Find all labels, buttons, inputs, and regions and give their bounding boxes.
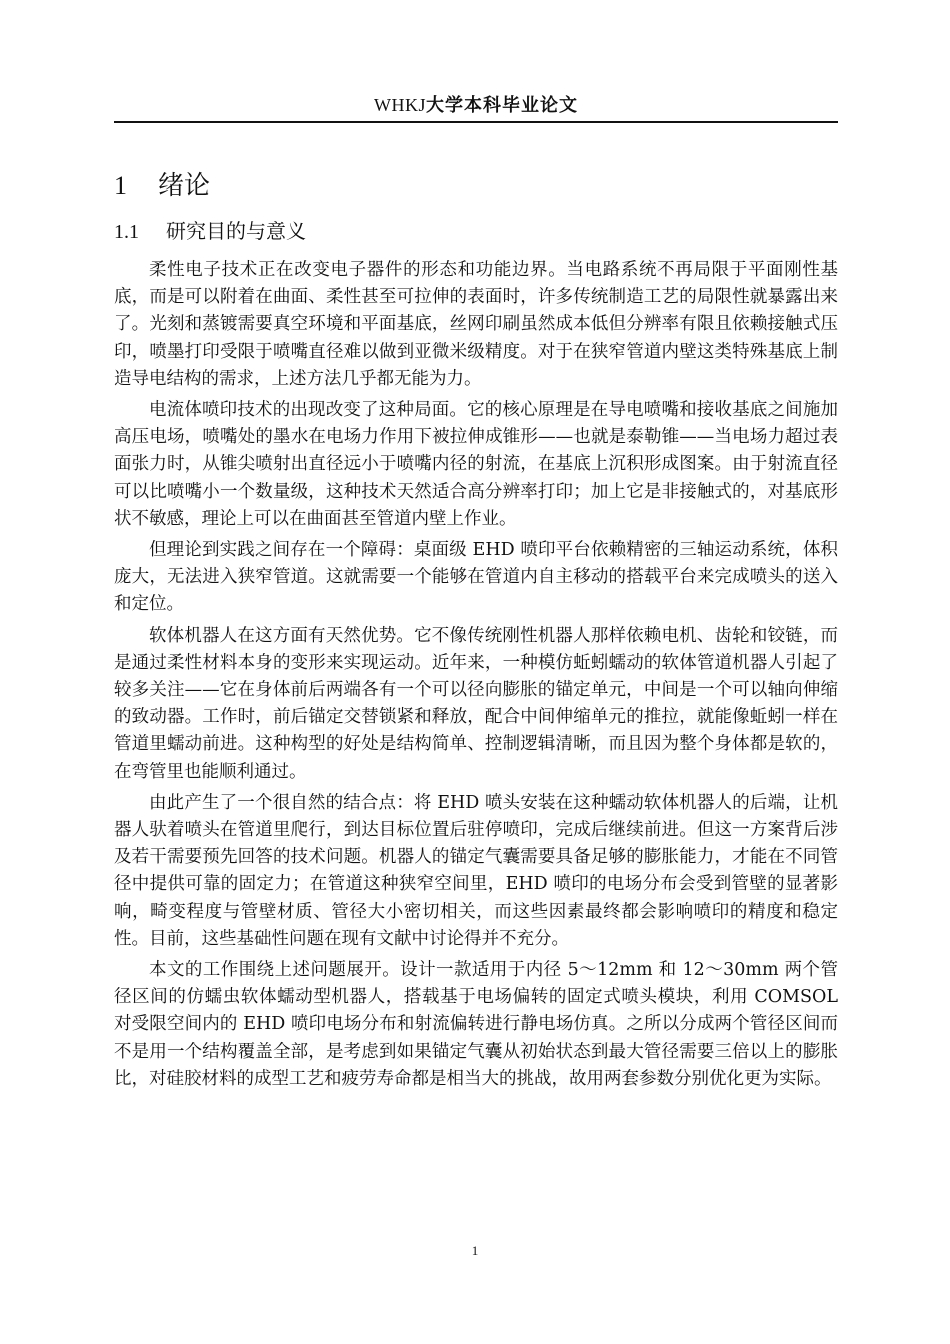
chapter-heading xyxy=(114,164,210,208)
body-text xyxy=(114,257,838,1097)
paragraph: 软体机器人在这方面有天然优势。它不像传统刚性机器人那样依赖电机、齿轮和铰链，而是通过柔性材料本身的变形来实现运动。近年来，一种模仿蚯蚓蠕动的软体管道机器人引起了较多关注——它在身体前后两端各有一个可以径向膨胀的锚定单元，中间是一个可以轴向伸缩的致动器。工作时，前后锚定交替锁紧和释放，配合中间伸缩单元的推拉，就能像蚯蚓一样在管道里蠕动前进。这种构型的好处是结构简单、控制逻辑清晰，而且因为整个身体都是软的，在弯管里也能顺利通过。 xyxy=(114,625,838,782)
paragraph: 由此产生了一个很自然的结合点：将 EHD 喷头安装在这种蠕动软体机器人的后端，让机器人驮着喷头在管道里爬行，到达目标位置后驻停喷印，完成后继续前进。但这一方案背后涉及若干需要预先回答的技术问题。机器人的锚定气囊需要具备足够的膨胀能力，才能在不同管径中提供可靠的固定力；在管道这种狭窄空间里，EHD 喷印的电场分布会受到管壁的显著影响，畸变程度与管壁材质、管径大小密切相关，而这些因素最终都会影响喷印的精度和稳定性。目前，这些基础性问题在现有文献中讨论得并不充分。 xyxy=(114,792,838,949)
section-title: 研究目的与意义 xyxy=(166,219,306,243)
paragraph: 但理论到实践之间存在一个障碍：桌面级 EHD 喷印平台依赖精密的三轴运动系统，体积庞大，无法进入狭窄管道。这就需要一个能够在管道内自主移动的搭载平台来完成喷头的送入和定位。 xyxy=(114,540,838,615)
paragraph: 本文的工作围绕上述问题展开。设计一款适用于内径 5～12mm 和 12～30mm 两个管径区间的仿蠕虫软体蠕动型机器人，搭载基于电场偏转的固定式喷头模块，利用 COMSOL 对受限空间内的 EHD 喷印电场分布和射流偏转进行静电场仿真。之所以分成两个管径区间而不是用一个结构覆盖全部，是考虑到如果锚定气囊从初始状态到最大管径需要三倍以上的膨胀比，对硅胶材料的成型工艺和疲劳寿命都是相当大的挑战，故用两套参数分别优化更为实际。 xyxy=(114,960,838,1089)
header-cjk-text: 大学本科毕业论文 xyxy=(426,95,578,116)
running-header xyxy=(114,88,838,122)
paragraph: 柔性电子技术正在改变电子器件的形态和功能边界。当电路系统不再局限于平面刚性基底，而是可以附着在曲面、柔性甚至可拉伸的表面时，许多传统制造工艺的局限性就暴露出来了。光刻和蒸镀需要真空环境和平面基底，丝网印刷虽然成本低但分辨率有限且依赖接触式压印，喷墨打印受限于喷嘴直径难以做到亚微米级精度。对于在狭窄管道内壁这类特殊基底上制造导电结构的需求，上述方法几乎都无能为力。 xyxy=(114,260,838,389)
chapter-title: 绪论 xyxy=(158,171,211,201)
header-rule xyxy=(114,121,838,123)
section-number: 1.1 xyxy=(114,221,139,243)
section-heading xyxy=(114,214,306,248)
paragraph: 电流体喷印技术的出现改变了这种局面。它的核心原理是在导电喷嘴和接收基底之间施加高压电场，喷嘴处的墨水在电场力作用下被拉伸成锥形——也就是泰勒锥——当电场力超过表面张力时，从锥尖喷射出直径远小于喷嘴内径的射流，在基底上沉积形成图案。由于射流直径可以比喷嘴小一个数量级，这种技术天然适合高分辨率打印；加上它是非接触式的，对基底形状不敏感，理论上可以在曲面甚至管道内壁上作业。 xyxy=(114,400,838,529)
page-number: 1 xyxy=(471,1243,479,1258)
chapter-number: 1 xyxy=(114,171,127,200)
header-latin-text: WHKJ xyxy=(374,95,426,115)
